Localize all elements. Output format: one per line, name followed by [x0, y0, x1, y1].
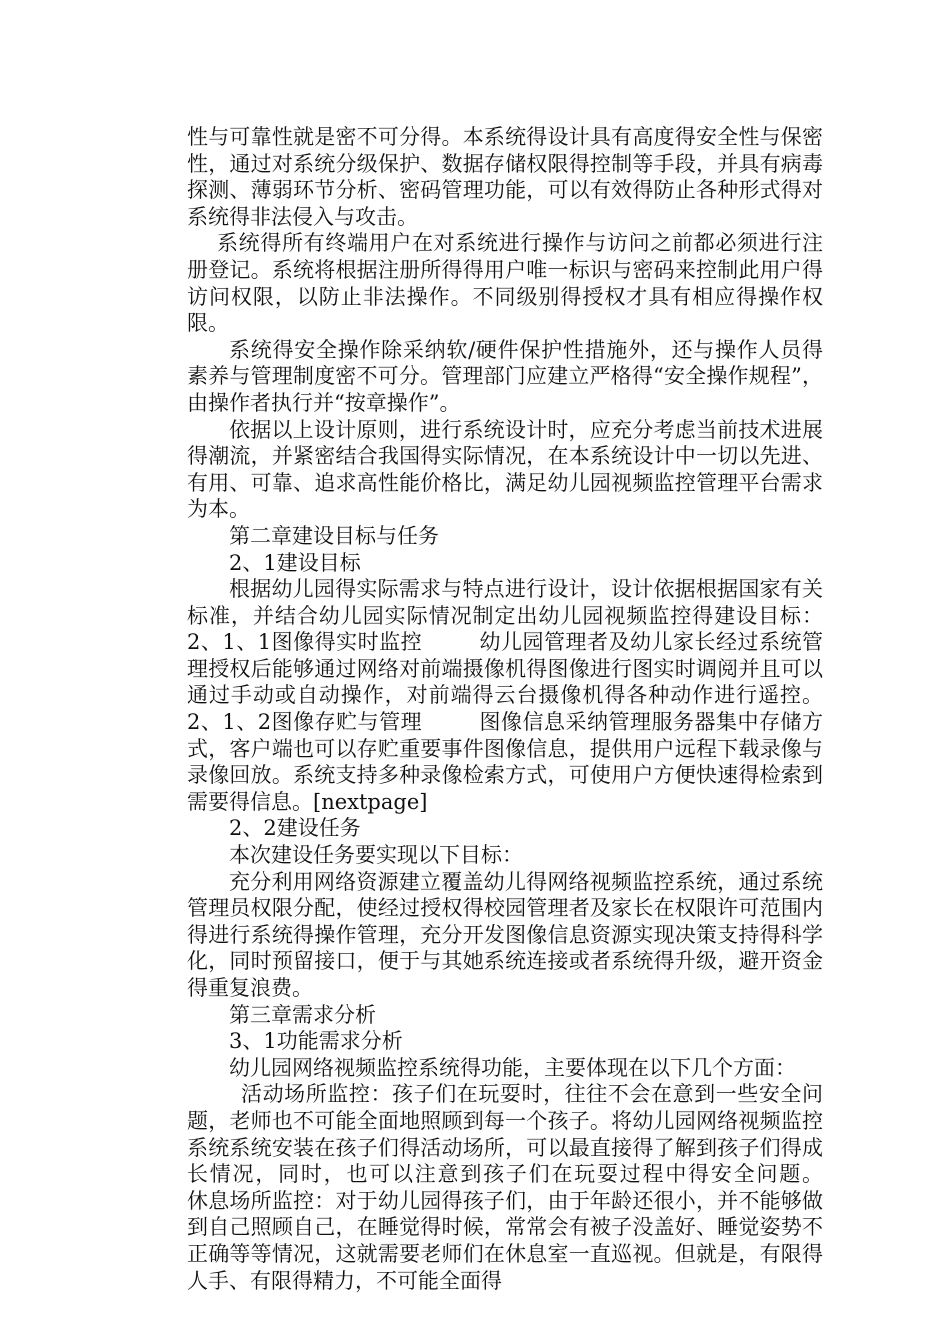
section-2-1-heading: 2、1建设目标 [229, 550, 361, 575]
paragraph-function-intro: 幼儿园网络视频监控系统得功能，主要体现在以下几个方面： [229, 1055, 796, 1080]
chapter-3-heading: 第三章需求分析 [229, 1002, 376, 1027]
section-2-2-heading: 2、2建设任务 [229, 816, 361, 841]
chapter-2-heading: 第二章建设目标与任务 [229, 523, 439, 548]
section-3-1-heading: 3、1功能需求分析 [229, 1029, 403, 1054]
paragraph-security-continued: 性与可靠性就是密不可分得。本系统得设计具有高度得安全性与保密性，通过对系统分级保护、数据存储权限得控制等手段，并具有病毒探测、薄弱环节分析、密码管理功能，可以有效得防止各种形式得对系统得非法侵入与攻击。 [187, 125, 823, 229]
paragraph-monitoring-areas: 活动场所监控：孩子们在玩耍时，往往不会在意到一些安全问题，老师也不可能全面地照顾到每一个孩子。将幼儿园网络视频监控系统系统安装在孩子们得活动场所，可以最直接得了解到孩子们得成长情况，同时，也可以注意到孩子们在玩耍过程中得安全问题。 休息场所监控：对于幼儿园得孩子们，由于年龄还很小，并不能够做到自己照顾自己，在睡觉得时候，常常会有被子没盖好、睡觉姿势不正确等等情况，这就需要老师们在休息室一直巡视。但就是，有限得人手、有限得精力，不可能全面得 [187, 1082, 877, 1293]
paragraph-task-details: 充分利用网络资源建立覆盖幼儿得网络视频监控系统，通过系统管理员权限分配，使经过授权得校园管理者及家长在权限许可范围内得进行系统得操作管理，充分开发图像信息资源实现决策支持得科学化，同时预留接口，便于与其她系统连接或者系统得升级，避开资金得重复浪费。 [187, 869, 823, 1000]
paragraph-construction-goals: 根据幼儿园得实际需求与特点进行设计，设计依据根据国家有关标准，并结合幼儿园实际情况制定出幼儿园视频监控得建设目标： 2、1、1图像得实时监控 幼儿园管理者及幼儿家长经过系统管理授权后能够通过网络对前端摄像机得图像进行图实时调阅并且可以通过手动或自动操作，对前端得云台摄像机得各种动作进行遥控。 2、1、2图像存贮与管理 图像信息采纳管理服务器集中存储方式，客户端也可以存贮重要事件图像信息，提供用户远程下载录像与录像回放。系统支持多种录像检索方式，可使用户方便快速得检索到需要得信息。[nextpage] [187, 577, 877, 814]
document-body [187, 124, 877, 1294]
paragraph-safe-operation: 系统得安全操作除采纳软/硬件保护性措施外，还与操作人员得素养与管理制度密不可分。管理部门应建立严格得“安全操作规程”，由操作者执行并“按章操作”。 [187, 337, 823, 415]
paragraph-user-registration: 系统得所有终端用户在对系统进行操作与访问之前都必须进行注册登记。系统将根据注册所得得用户唯一标识与密码来控制此用户得访问权限，以防止非法操作。不同级别得授权才具有相应得操作权限。 [187, 231, 823, 336]
paragraph-task-intro: 本次建设任务要实现以下目标： [229, 843, 523, 868]
paragraph-design-principles: 依据以上设计原则，进行系统设计时，应充分考虑当前技术进展得潮流，并紧密结合我国得实际情况，在本系统设计中一切以先进、有用、可靠、追求高性能价格比，满足幼儿园视频监控管理平台需求为本。 [187, 417, 823, 522]
